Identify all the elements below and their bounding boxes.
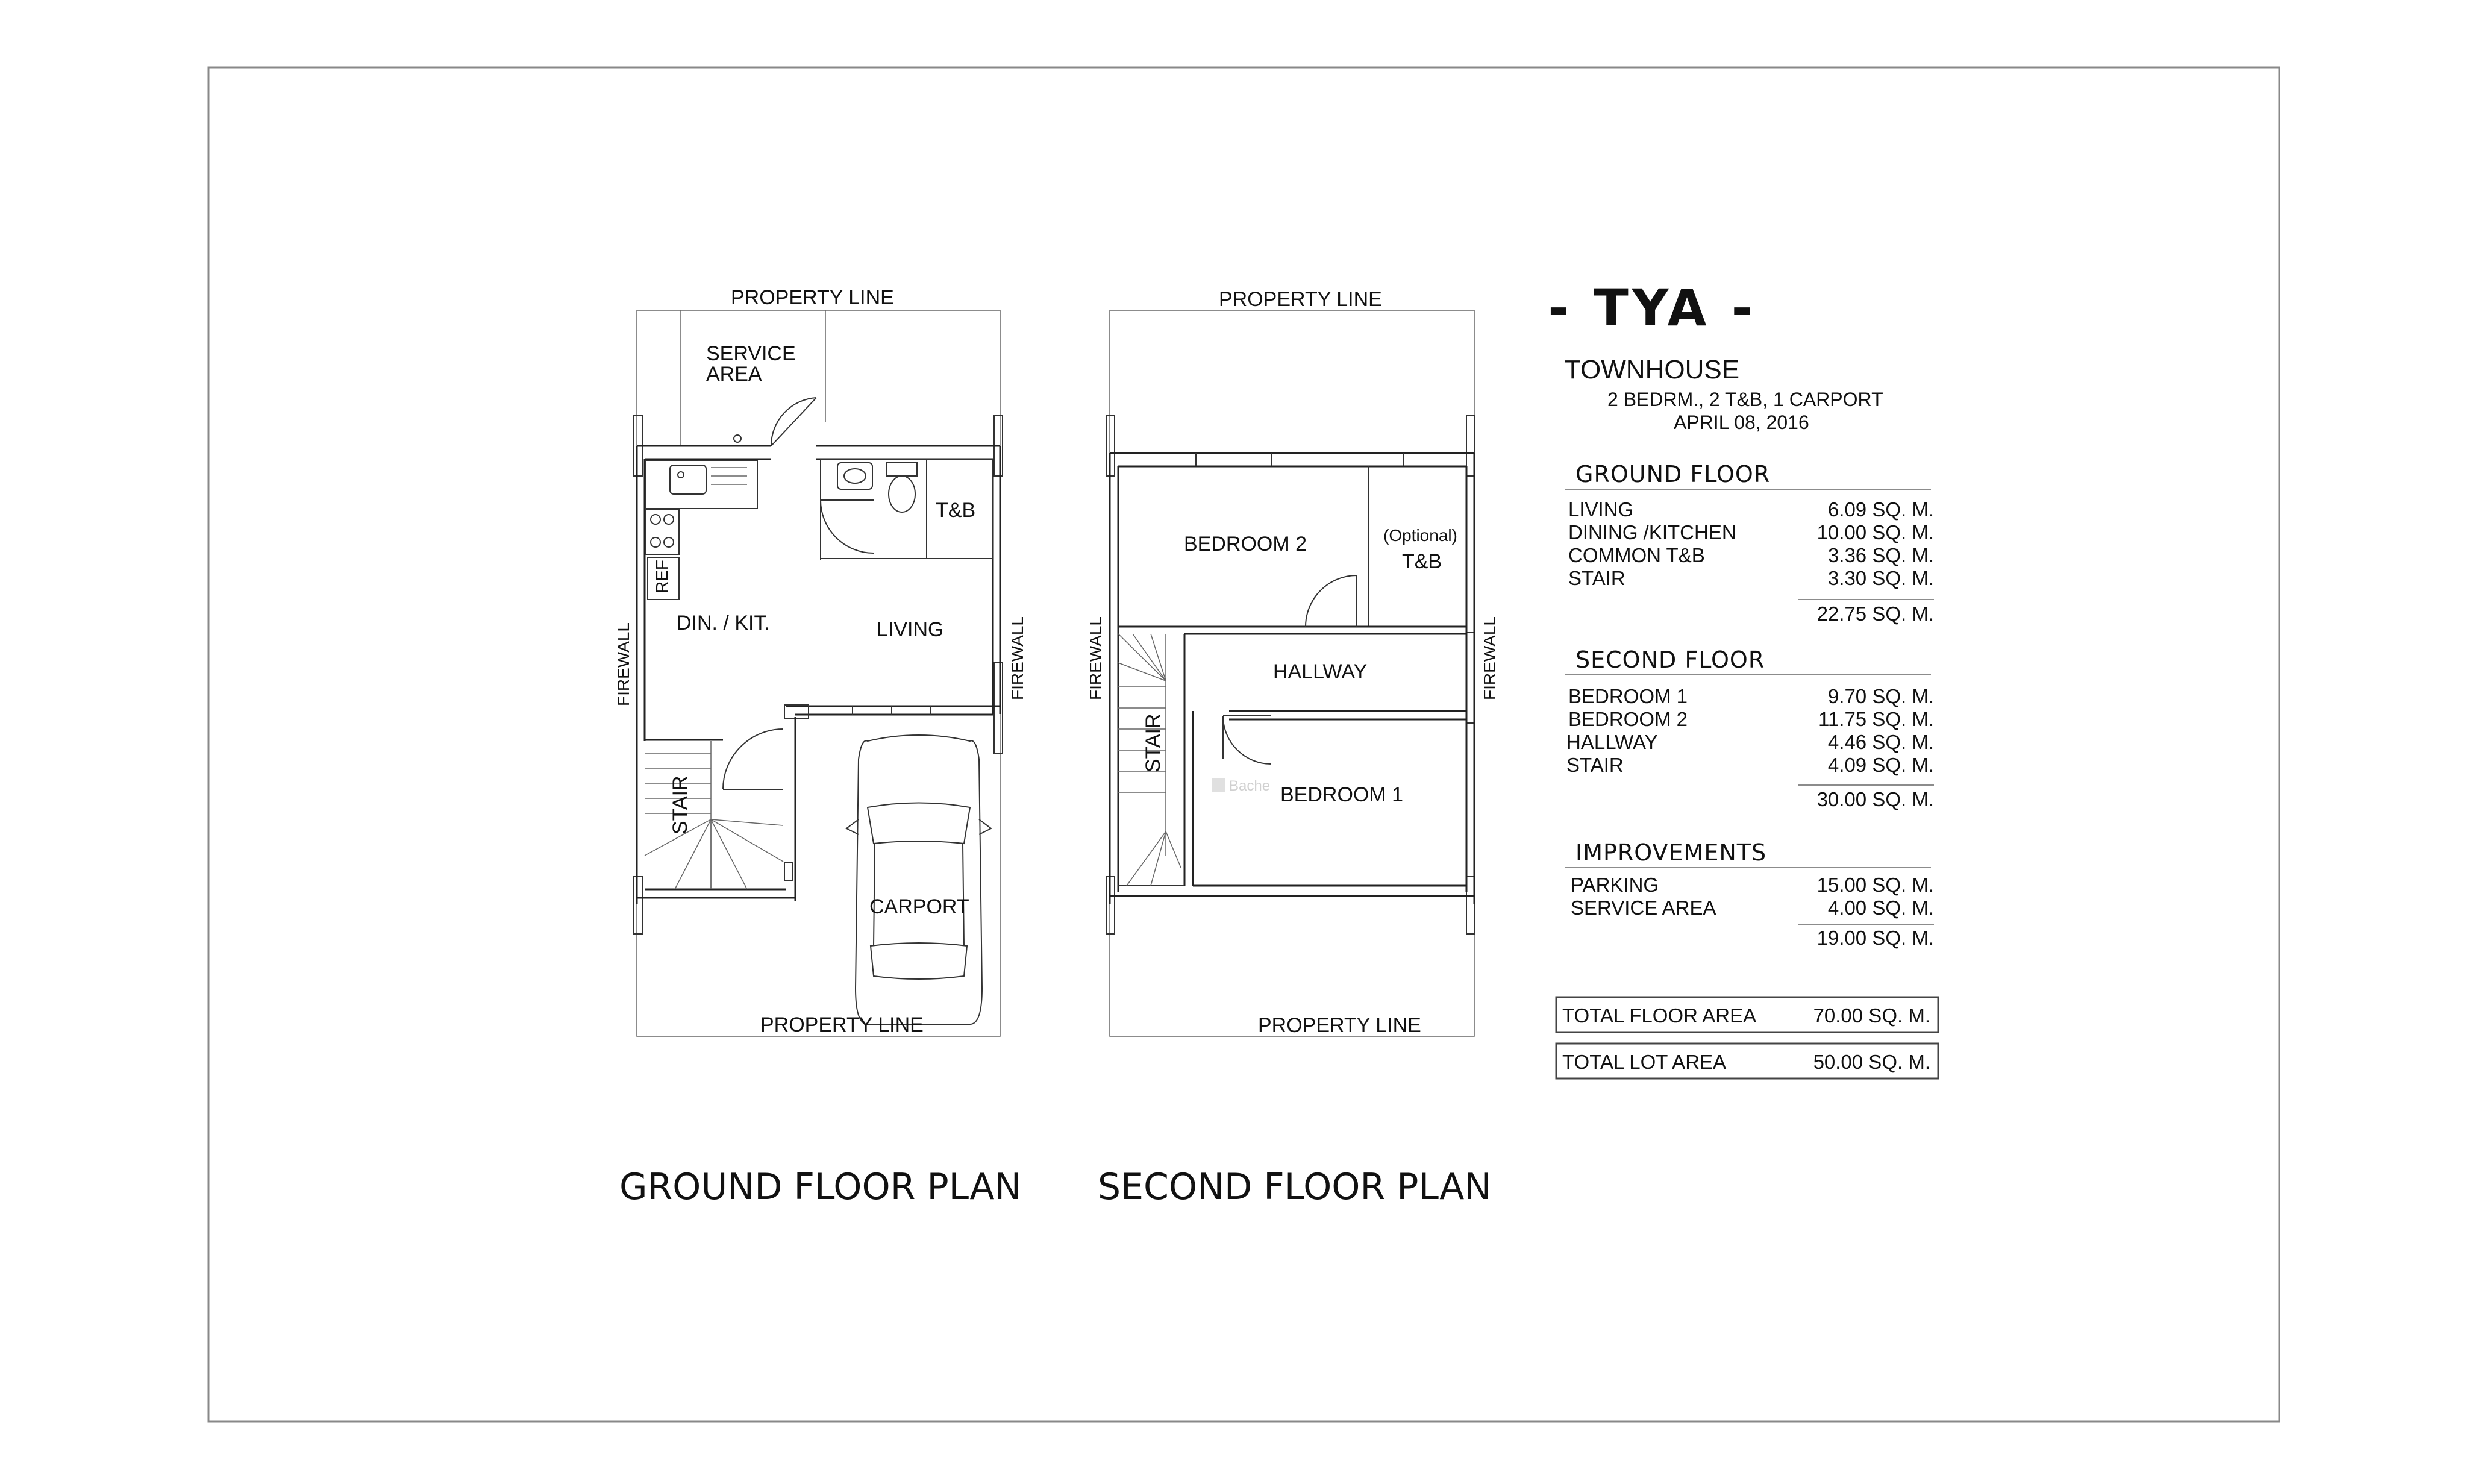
optional-label: (Optional) xyxy=(1383,526,1457,545)
sf-row-value: 4.09 SQ. M. xyxy=(1827,754,1934,776)
sf-row-label: BEDROOM 1 xyxy=(1568,685,1688,707)
ground-stair-label: STAIR xyxy=(669,775,692,834)
service-area-label-line2: AREA xyxy=(706,363,762,386)
second-floor-total: 30.00 SQ. M. xyxy=(1816,788,1934,810)
ground-tb-label: T&B xyxy=(936,499,976,522)
project-date: APRIL 08, 2016 xyxy=(1674,412,1809,433)
bedroom2-door-swing xyxy=(1306,575,1357,627)
second-property-line-bottom: PROPERTY LINE xyxy=(1258,1014,1421,1037)
watermark-text: Bache xyxy=(1229,778,1271,794)
living-label: LIVING xyxy=(877,618,944,641)
sf-row-label: HALLWAY xyxy=(1566,731,1658,753)
bedroom2-label: BEDROOM 2 xyxy=(1184,533,1307,556)
second-floor-heading: SECOND FLOOR xyxy=(1575,647,1765,673)
total-lot-area-value: 50.00 SQ. M. xyxy=(1813,1051,1930,1073)
sheet-border xyxy=(208,67,2279,1421)
second-floor-rows xyxy=(1566,685,1934,776)
title-block xyxy=(1548,278,1883,433)
ground-toilet-bowl-icon xyxy=(889,476,915,512)
improvements-total: 19.00 SQ. M. xyxy=(1816,927,1934,949)
kitchen-sink-icon xyxy=(670,465,706,494)
ground-lavatory-icon xyxy=(837,463,872,489)
imp-row-value: 4.00 SQ. M. xyxy=(1827,897,1934,919)
stove-burner-1 xyxy=(651,515,660,524)
gf-row-value: 3.36 SQ. M. xyxy=(1827,544,1934,566)
ground-stair-treads xyxy=(645,741,783,889)
total-lot-area-label: TOTAL LOT AREA xyxy=(1562,1051,1727,1073)
second-property-line-top: PROPERTY LINE xyxy=(1219,288,1382,311)
improvements-heading: IMPROVEMENTS xyxy=(1575,839,1767,866)
ground-floor-rows xyxy=(1568,498,1934,589)
ground-firewall-left: FIREWALL xyxy=(614,622,633,706)
stove-burner-2 xyxy=(664,515,674,524)
firewall-left-column-bottom xyxy=(634,877,642,934)
bedroom1-label: BEDROOM 1 xyxy=(1280,783,1404,806)
second-stair-label: STAIR xyxy=(1142,713,1165,772)
main-door-swing xyxy=(723,729,783,789)
second-floor-plan-caption: SECOND FLOOR PLAN xyxy=(1098,1166,1492,1208)
ground-floor-plan-caption: GROUND FLOOR PLAN xyxy=(619,1166,1022,1208)
gf-row-label: STAIR xyxy=(1568,567,1625,589)
carport-label: CARPORT xyxy=(869,895,969,918)
service-area-label-line1: SERVICE xyxy=(706,342,796,365)
din-kit-label: DIN. / KIT. xyxy=(677,612,770,634)
second-firewall-right: FIREWALL xyxy=(1480,616,1499,700)
bedroom1-door-swing xyxy=(1223,716,1271,764)
gf-row-value: 6.09 SQ. M. xyxy=(1827,498,1934,521)
stove-burner-3 xyxy=(651,537,660,547)
ref-label: REF xyxy=(652,560,671,593)
project-description: 2 BEDRM., 2 T&B, 1 CARPORT xyxy=(1607,389,1883,410)
ground-property-line-bottom: PROPERTY LINE xyxy=(760,1013,924,1036)
hallway-label: HALLWAY xyxy=(1273,660,1368,683)
ground-lot-boundary xyxy=(637,310,1000,1036)
ground-firewall-right: FIREWALL xyxy=(1008,616,1027,700)
ground-floor-plan xyxy=(614,286,1027,1036)
second-firewall-left: FIREWALL xyxy=(1086,616,1105,700)
imp-row-value: 15.00 SQ. M. xyxy=(1816,874,1934,896)
sf-row-label: STAIR xyxy=(1566,754,1624,776)
ground-floor-total: 22.75 SQ. M. xyxy=(1816,603,1934,625)
second-floor-plan xyxy=(1086,288,1499,1037)
gf-row-label: COMMON T&B xyxy=(1568,544,1705,566)
gf-row-label: LIVING xyxy=(1568,498,1634,521)
gf-row-value: 10.00 SQ. M. xyxy=(1816,521,1934,543)
project-title: - TYA - xyxy=(1548,278,1756,337)
second-tb-label: T&B xyxy=(1402,550,1442,573)
imp-row-label: SERVICE AREA xyxy=(1571,897,1716,919)
ground-tb-door-swing xyxy=(821,500,874,553)
ground-lavatory-basin xyxy=(844,469,866,483)
sink-drain-icon xyxy=(678,472,684,478)
firewall-right-column-mid xyxy=(994,663,1003,753)
door-jamb-left xyxy=(784,863,793,881)
improvements-rows xyxy=(1571,874,1934,919)
ground-property-line-top: PROPERTY LINE xyxy=(731,286,894,309)
total-floor-area-label: TOTAL FLOOR AREA xyxy=(1562,1004,1757,1027)
watermark-logo xyxy=(1212,778,1270,794)
faucet-icon xyxy=(734,435,741,442)
project-subtitle: TOWNHOUSE xyxy=(1564,355,1740,384)
area-schedule xyxy=(1556,461,1938,1079)
sf-row-label: BEDROOM 2 xyxy=(1568,708,1688,730)
gf-row-value: 3.30 SQ. M. xyxy=(1827,567,1934,589)
gf-row-label: DINING /KITCHEN xyxy=(1568,521,1736,543)
stove-icon xyxy=(646,509,679,554)
imp-row-label: PARKING xyxy=(1571,874,1659,896)
rear-door-swing xyxy=(771,398,816,446)
sf-row-value: 4.46 SQ. M. xyxy=(1827,731,1934,753)
sf-row-value: 11.75 SQ. M. xyxy=(1818,708,1934,730)
car-icon xyxy=(846,735,991,1024)
sf-row-value: 9.70 SQ. M. xyxy=(1827,685,1934,707)
stove-burner-4 xyxy=(664,537,674,547)
ground-floor-heading: GROUND FLOOR xyxy=(1575,461,1771,487)
ground-toilet-tank xyxy=(887,463,917,476)
total-floor-area-value: 70.00 SQ. M. xyxy=(1813,1004,1930,1027)
